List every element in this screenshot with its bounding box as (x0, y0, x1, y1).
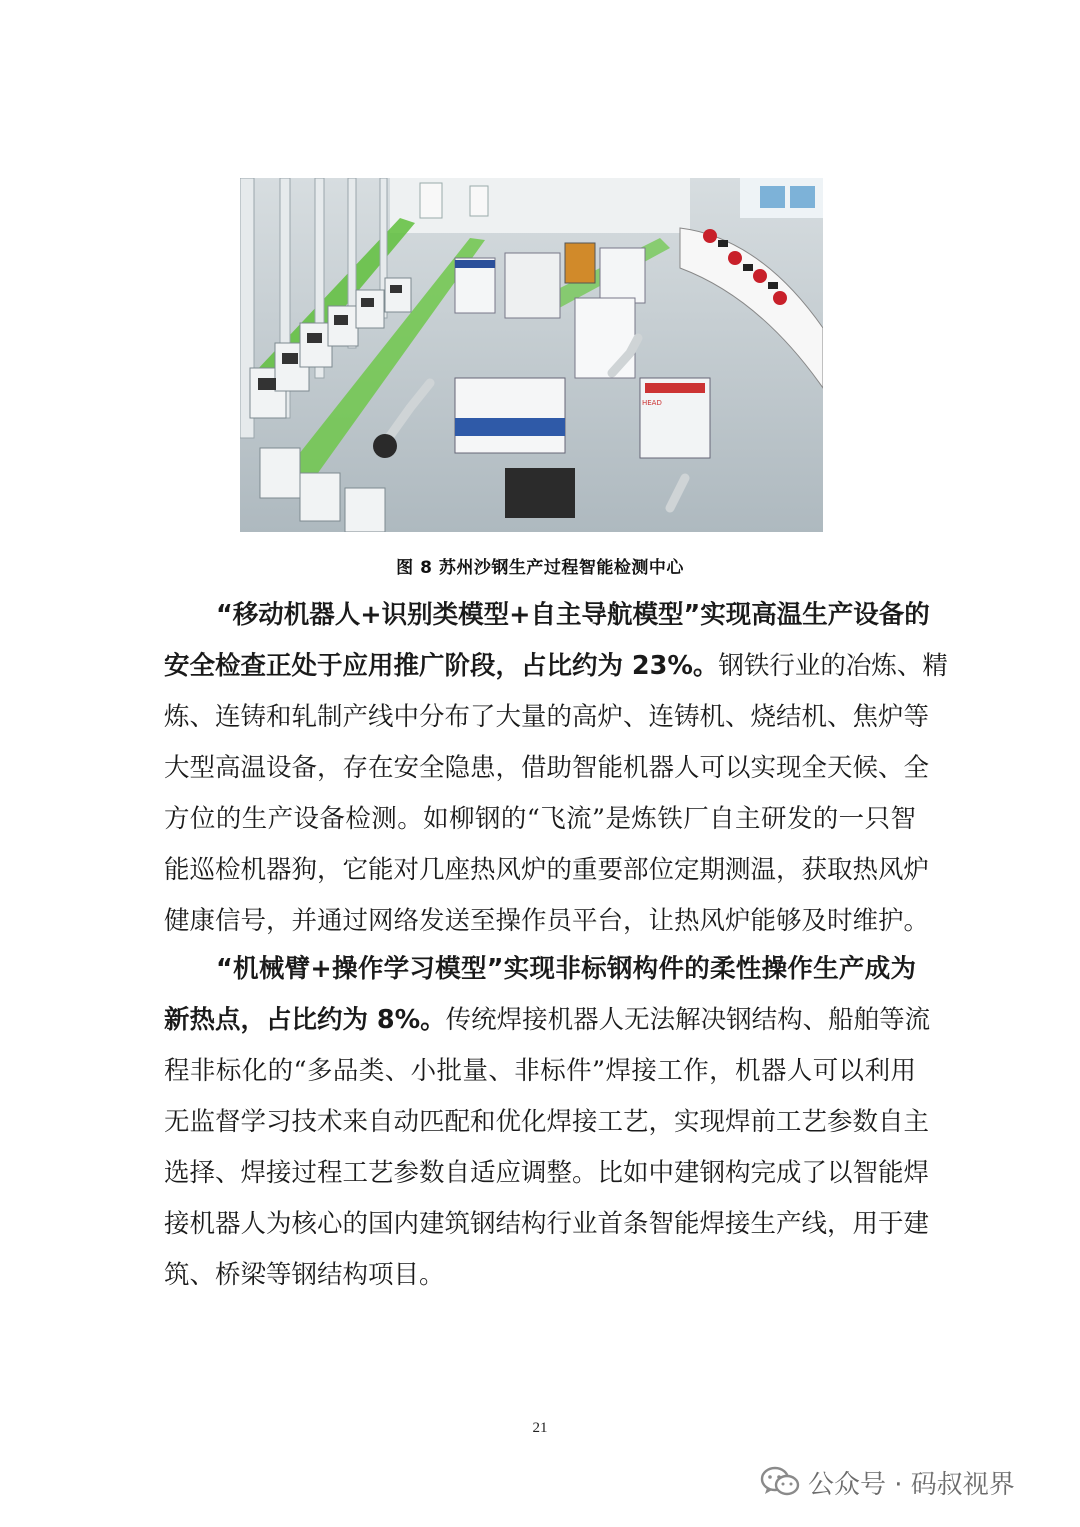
text-run: 接机器人为核心的国内建筑钢结构行业首条智能焊接生产线，用于建 (164, 1209, 930, 1239)
text-line (164, 1199, 930, 1250)
text-line (164, 845, 930, 896)
text-run: 传统焊接机器人无法解决钢结构、船舶等流 (445, 1005, 931, 1035)
figure-photo (240, 178, 823, 532)
watermark-text: 公众号 · 码叔视界 (808, 1469, 1015, 1500)
bold-text-run: 新热点，占比约为 8%。 (164, 1005, 446, 1035)
text-run: 钢铁行业的冶炼、精 (718, 651, 948, 681)
text-run: 选择、焊接过程工艺参数自适应调整。比如中建钢构完成了以智能焊 (164, 1158, 930, 1188)
text-line (164, 1148, 930, 1199)
photo-machine-label: HEAD (642, 399, 662, 407)
text-line (164, 1046, 916, 1097)
text-line (164, 692, 930, 743)
text-line (164, 641, 948, 692)
wechat-icon (760, 1465, 800, 1499)
text-line (164, 794, 916, 845)
text-line (164, 590, 930, 641)
text-run: 大型高温设备，存在安全隐患，借助智能机器人可以实现全天候、全 (164, 753, 930, 783)
text-run: 炼、连铸和轧制产线中分布了大量的高炉、连铸机、烧结机、焦炉等 (164, 702, 930, 732)
text-line (164, 896, 930, 947)
text-line (164, 995, 931, 1046)
text-run: 无监督学习技术来自动匹配和优化焊接工艺，实现焊前工艺参数自主 (164, 1107, 930, 1137)
text-line (164, 1097, 930, 1148)
text-run: 程非标化的“多品类、小批量、非标件”焊接工作，机器人可以利用 (164, 1056, 916, 1086)
factory-inspection-photo (240, 178, 823, 532)
text-run: 能巡检机器狗，它能对几座热风炉的重要部位定期测温，获取热风炉 (164, 855, 930, 885)
figure-caption: 图 8 苏州沙钢生产过程智能检测中心 (396, 558, 684, 578)
page-number: 21 (532, 1420, 548, 1436)
paragraph-2 (164, 944, 931, 1301)
bold-text-run: “机械臂+操作学习模型”实现非标钢构件的柔性操作生产成为 (216, 954, 916, 984)
text-line (164, 944, 916, 995)
bold-text-run: 安全检查正处于应用推广阶段，占比约为 23%。 (164, 651, 719, 681)
text-line (164, 1250, 916, 1301)
paragraph-1 (164, 590, 948, 947)
bold-text-run: “移动机器人+识别类模型+自主导航模型”实现高温生产设备的 (216, 600, 930, 630)
text-run: 方位的生产设备检测。如柳钢的“飞流”是炼铁厂自主研发的一只智 (164, 804, 916, 834)
text-run: 健康信号，并通过网络发送至操作员平台，让热风炉能够及时维护。 (164, 906, 930, 936)
text-run: 筑、桥梁等钢结构项目。 (164, 1260, 445, 1290)
wechat-watermark (760, 1462, 1015, 1502)
text-line (164, 743, 930, 794)
